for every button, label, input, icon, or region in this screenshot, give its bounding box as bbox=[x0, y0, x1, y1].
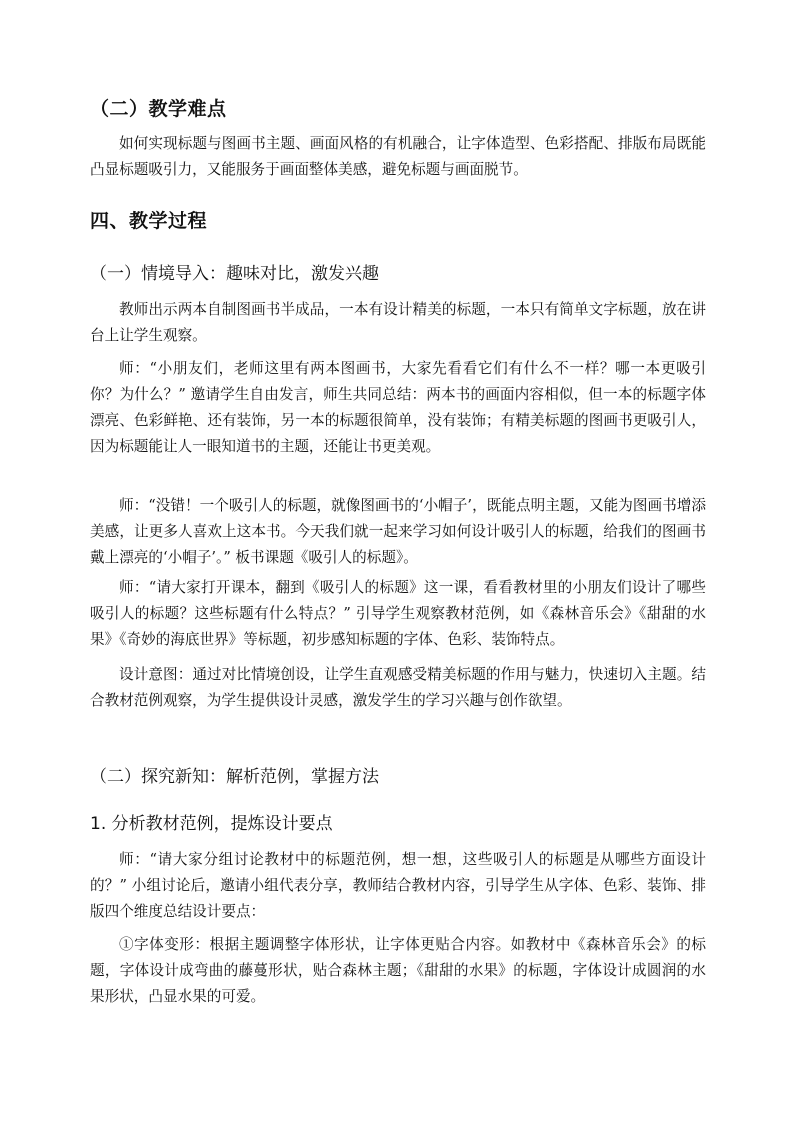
design-intent-paragraph: 设计意图：通过对比情境创设，让学生直观感受精美标题的作用与魅力，快速切入主题。结合教材范例观察，为学生提供设计灵感，激发学生的学习兴趣与创作欲望。 bbox=[90, 666, 706, 709]
explore-new-knowledge-heading: （二）探究新知：解析范例，掌握方法 bbox=[90, 767, 379, 787]
analysis-subheading: 1. 分析教材范例，提炼设计要点 bbox=[90, 814, 333, 834]
analysis-paragraph-1: 师：“请大家分组讨论教材中的标题范例，想一想，这些吸引人的标题是从哪些方面设计的？” 小组讨论后，邀请小组代表分享，教师结合教材内容，引导学生从字体、色彩、装饰、排版四个维度总结设计要点： bbox=[90, 851, 706, 920]
intro-paragraph-1: 教师出示两本自制图画书半成品，一本有设计精美的标题，一本只有简单文字标题，放在讲台上让学生观察。 bbox=[90, 301, 706, 344]
teaching-process-heading: 四、教学过程 bbox=[90, 210, 208, 232]
situation-intro-heading: （一）情境导入：趣味对比，激发兴趣 bbox=[90, 264, 379, 284]
intro-paragraph-4: 师：“请大家打开课本，翻到《吸引人的标题》这一课，看看教材里的小朋友们设计了哪些吸引人的标题？这些标题有什么特点？” 引导学生观察教材范例，如《森林音乐会》《甜甜的水果》《奇妙的海底世界》等标题，初步感知标题的字体、色彩、装饰特点。 bbox=[90, 579, 706, 648]
analysis-paragraph-2: ①字体变形：根据主题调整字体形状，让字体更贴合内容。如教材中《森林音乐会》的标题，字体设计成弯曲的藤蔓形状，贴合森林主题；《甜甜的水果》的标题，字体设计成圆润的水果形状，凸显水果的可爱。 bbox=[90, 936, 706, 1005]
teaching-difficulty-paragraph: 如何实现标题与图画书主题、画面风格的有机融合，让字体造型、色彩搭配、排版布局既能凸显标题吸引力，又能服务于画面整体美感，避免标题与画面脱节。 bbox=[90, 135, 706, 178]
intro-paragraph-3: 师：“没错！一个吸引人的标题，就像图画书的‘小帽子’，既能点明主题，又能为图画书增添美感，让更多人喜欢上这本书。今天我们就一起来学习如何设计吸引人的标题，给我们的图画书戴上漂亮的‘小帽子’。” 板书课题《吸引人的标题》。 bbox=[90, 497, 706, 566]
teaching-difficulty-heading: （二）教学难点 bbox=[90, 98, 227, 120]
intro-paragraph-2: 师：“小朋友们，老师这里有两本图画书，大家先看看它们有什么不一样？哪一本更吸引你？为什么？” 邀请学生自由发言，师生共同总结：两本书的画面内容相似，但一本的标题字体漂亮、色彩鲜艳、还有装饰，另一本的标题很简单，没有装饰；有精美标题的图画书更吸引人，因为标题能让人一眼知道书的主题，还能让书更美观。 bbox=[90, 360, 706, 455]
